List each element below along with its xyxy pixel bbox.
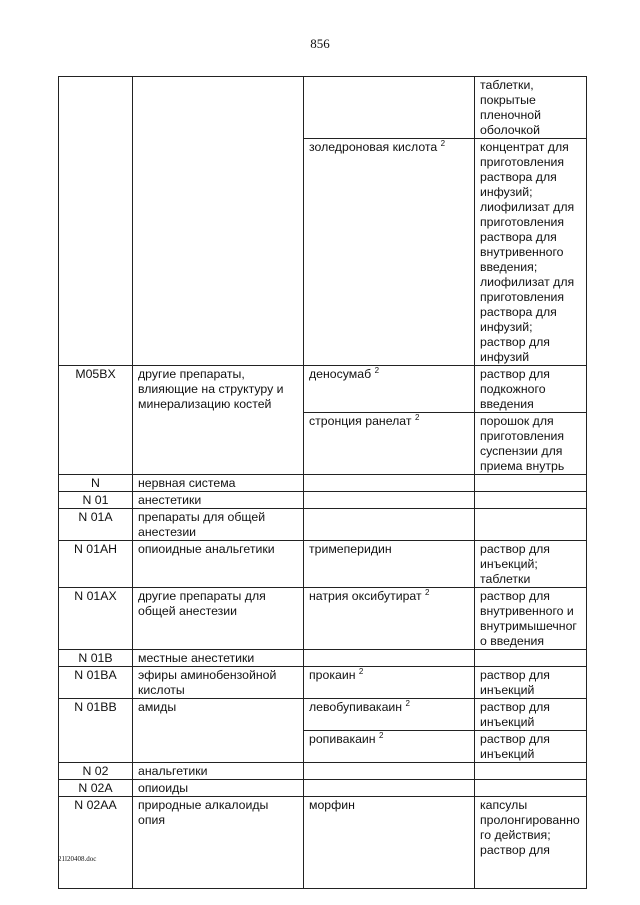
drug-name-cell	[304, 492, 475, 509]
footnote-marker: 2	[440, 138, 446, 148]
table-row	[59, 699, 587, 731]
atc-code-cell: N 01BA	[59, 667, 133, 699]
drug-name: натрия оксибутират	[309, 589, 422, 603]
atc-code-cell: N 01BB	[59, 699, 133, 763]
drug-name-cell	[304, 731, 475, 763]
dosage-form-cell: таблетки, покрытые пленочной оболочкой	[475, 77, 587, 139]
dosage-form-cell: раствор для подкожного введения	[475, 366, 587, 413]
atc-code-cell: N 01	[59, 492, 133, 509]
dosage-form-cell	[475, 475, 587, 492]
drug-name-cell	[304, 763, 475, 780]
anatomical-therapeutic-group-cell: препараты для общей анестезии	[133, 509, 304, 541]
drug-name-cell	[304, 413, 475, 475]
drug-name-cell	[304, 509, 475, 541]
drug-name: прокаин	[309, 668, 356, 682]
dosage-form-cell: концентрат для приготовления раствора для инфузий; лиофилизат для приготовления раствора для внутривенного введения; лиофилизат для приготовления раствора для инфузий; раствор для инфузий	[475, 139, 587, 366]
table-body	[59, 77, 587, 889]
atc-code-cell: N 01B	[59, 650, 133, 667]
anatomical-therapeutic-group-cell: другие препараты для общей анестезии	[133, 588, 304, 650]
table-row	[59, 797, 587, 889]
table-row	[59, 77, 587, 139]
dosage-form-cell	[475, 492, 587, 509]
drug-name: деносумаб	[309, 367, 372, 381]
footer-document-code: 21l20408.doc	[58, 855, 97, 863]
dosage-form-cell: раствор для инъекций; таблетки	[475, 541, 587, 588]
table-row	[59, 667, 587, 699]
dosage-form-cell: капсулы пролонгированно го действия; раствор для	[475, 797, 587, 889]
drug-name: морфин	[309, 798, 355, 812]
drug-name: золедроновая кислота	[309, 140, 438, 154]
drug-name-cell	[304, 650, 475, 667]
drug-name-cell	[304, 780, 475, 797]
page-number: 856	[310, 36, 330, 51]
atc-code-cell	[59, 77, 133, 366]
atc-code-cell: M05BX	[59, 366, 133, 475]
footnote-marker: 2	[358, 666, 364, 676]
anatomical-therapeutic-group-cell: природные алкалоиды опия	[133, 797, 304, 889]
table-row	[59, 475, 587, 492]
dosage-form-cell	[475, 509, 587, 541]
drug-name-cell	[304, 699, 475, 731]
drug-name-cell	[304, 588, 475, 650]
dosage-form-cell: раствор для инъекций	[475, 699, 587, 731]
dosage-form-cell	[475, 780, 587, 797]
drug-name-cell	[304, 77, 475, 139]
atc-code-cell: N 02	[59, 763, 133, 780]
anatomical-therapeutic-group-cell: амиды	[133, 699, 304, 763]
atc-code-cell: N 01AH	[59, 541, 133, 588]
table-row	[59, 541, 587, 588]
table-row	[59, 650, 587, 667]
table-row	[59, 588, 587, 650]
anatomical-therapeutic-group-cell	[133, 77, 304, 366]
anatomical-therapeutic-group-cell: опиоиды	[133, 780, 304, 797]
dosage-form-cell: раствор для инъекций	[475, 667, 587, 699]
drug-name-cell	[304, 366, 475, 413]
footnote-marker: 2	[425, 587, 430, 597]
drug-name: тримеперидин	[309, 542, 392, 556]
anatomical-therapeutic-group-cell: местные анестетики	[133, 650, 304, 667]
drug-name-cell	[304, 797, 475, 889]
anatomical-therapeutic-group-cell: опиоидные анальгетики	[133, 541, 304, 588]
drug-name-cell	[304, 475, 475, 492]
table-row	[59, 492, 587, 509]
dosage-form-cell: раствор для внутривенного и внутримышечног о введения	[475, 588, 587, 650]
table-row	[59, 763, 587, 780]
table-row	[59, 780, 587, 797]
footnote-marker: 2	[379, 730, 384, 740]
anatomical-therapeutic-group-cell: анальгетики	[133, 763, 304, 780]
dosage-form-cell	[475, 763, 587, 780]
atc-code-cell: N 02A	[59, 780, 133, 797]
anatomical-therapeutic-group-cell: другие препараты, влияющие на структуру и минерализацию костей	[133, 366, 304, 475]
drug-name-cell	[304, 541, 475, 588]
footnote-marker: 2	[374, 365, 380, 375]
drug-name: стронция ранелат	[309, 414, 412, 428]
footnote-marker: 2	[414, 412, 420, 422]
drug-name-cell	[304, 139, 475, 366]
table-row	[59, 509, 587, 541]
dosage-form-cell: порошок для приготовления суспензии для приема внутрь	[475, 413, 587, 475]
drug-list-table	[58, 76, 587, 889]
atc-code-cell: N	[59, 475, 133, 492]
dosage-form-cell: раствор для инъекций	[475, 731, 587, 763]
drug-name-cell	[304, 667, 475, 699]
atc-code-cell: N 01A	[59, 509, 133, 541]
drug-name: ропивакаин	[309, 732, 376, 746]
anatomical-therapeutic-group-cell: нервная система	[133, 475, 304, 492]
drug-name: левобупивакаин	[309, 700, 403, 714]
footnote-marker: 2	[405, 698, 410, 708]
atc-code-cell: N 02AA	[59, 797, 133, 889]
atc-code-cell: N 01AX	[59, 588, 133, 650]
anatomical-therapeutic-group-cell: эфиры аминобензойной кислоты	[133, 667, 304, 699]
dosage-form-cell	[475, 650, 587, 667]
table-row	[59, 366, 587, 413]
anatomical-therapeutic-group-cell: анестетики	[133, 492, 304, 509]
